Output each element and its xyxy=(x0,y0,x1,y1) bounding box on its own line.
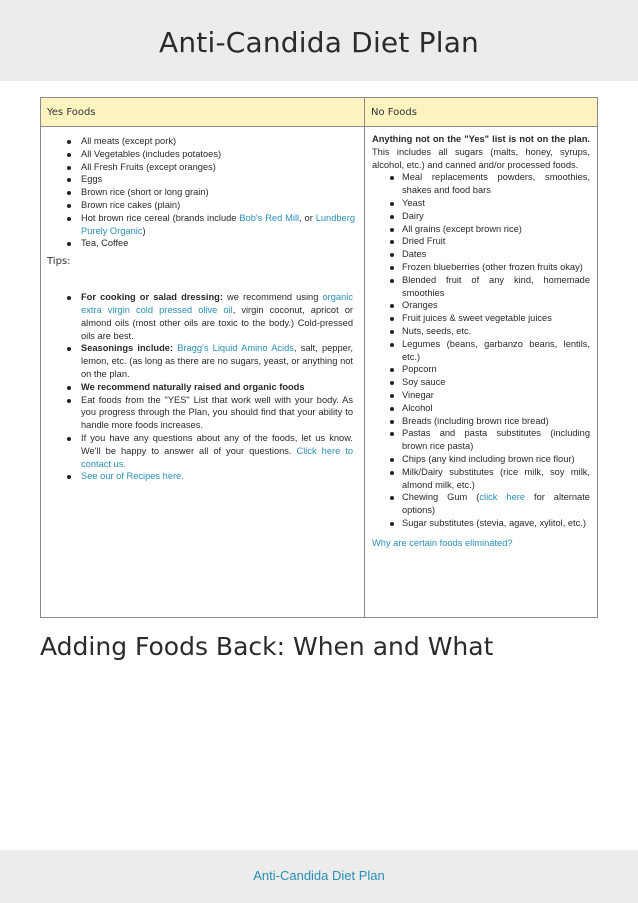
section-heading: Adding Foods Back: When and What xyxy=(40,632,494,661)
tips-label: Tips: xyxy=(47,256,71,268)
tip-text: we recommend using xyxy=(222,292,323,303)
yes-foods-column xyxy=(41,127,365,617)
tip-text: If you have any questions about any of the foods, let us know. We'll be happy to answer all of your questions. xyxy=(81,432,353,456)
list-item: Eggs xyxy=(47,173,358,186)
tip-bold: Seasonings include: xyxy=(81,343,174,354)
tip-item xyxy=(47,381,358,394)
tip-text: , salt, pepper, lemon, etc. (as long as there are no sugars, yeast, or anything not on the plan. xyxy=(81,343,353,379)
list-item: Alcohol xyxy=(372,402,590,415)
no-foods-header: No Foods xyxy=(371,107,417,118)
tip-item: Eat foods from the "YES" List that work well with your body. As you progress through the Plan, you should find that your ability to handle more foods increases. xyxy=(47,394,358,432)
list-item: Nuts, seeds, etc. xyxy=(372,325,590,338)
list-item: All meats (except pork) xyxy=(47,135,358,148)
no-foods-column xyxy=(365,127,597,617)
yes-foods-list xyxy=(47,135,358,250)
no-intro-text: This includes all sugars (malts, honey, syrups, alcohol, etc.) and canned and/or processed foods. xyxy=(372,146,590,170)
list-item: All grains (except brown rice) xyxy=(372,223,590,236)
table-body-row xyxy=(41,127,597,617)
list-item: Frozen blueberries (other frozen fruits okay) xyxy=(372,261,590,274)
olive-oil-link[interactable]: organic extra virgin cold pressed olive oil xyxy=(81,292,353,315)
tip-item xyxy=(47,291,358,342)
tip-text: , virgin coconut, apricot or almond oils (most other oils are toxic to the body.) Cold-pressed oils are best. xyxy=(81,304,353,341)
tip-item xyxy=(47,432,358,470)
list-item: All Fresh Fruits (except oranges) xyxy=(47,161,358,174)
why-eliminated-link[interactable]: Why are certain foods eliminated? xyxy=(372,537,513,548)
footer-title[interactable]: Anti-Candida Diet Plan xyxy=(253,868,385,883)
cereal-text: Hot brown rice cereal (brands include xyxy=(81,212,240,223)
list-item: Soy sauce xyxy=(372,376,590,389)
list-item: Yeast xyxy=(372,197,590,210)
list-item: Pastas and pasta substitutes (including brown rice pasta) xyxy=(372,427,590,453)
list-item: Dairy xyxy=(372,210,590,223)
list-item: Sugar substitutes (stevia, agave, xylitol, etc.) xyxy=(372,517,590,530)
diet-table xyxy=(40,97,598,618)
gum-alternatives-link[interactable]: click here xyxy=(479,492,526,503)
list-item: Oranges xyxy=(372,299,590,312)
tip-item xyxy=(47,342,358,380)
tips-list xyxy=(47,291,358,483)
lundberg-link[interactable]: Lundberg Purely Organic xyxy=(81,212,355,236)
list-item: Milk/Dairy substitutes (rice milk, soy milk, almond milk, etc.) xyxy=(372,466,590,492)
braggs-link[interactable]: Bragg's Liquid Amino Acids xyxy=(177,343,294,354)
list-item: Blended fruit of any kind, homemade smoothies xyxy=(372,274,590,300)
list-item: Brown rice cakes (plain) xyxy=(47,199,358,212)
list-item: Dates xyxy=(372,248,590,261)
gum-rest: for alternate options) xyxy=(402,492,590,516)
bobs-red-mill-link[interactable]: Bob's Red Mill xyxy=(239,212,300,223)
list-item xyxy=(372,491,590,517)
table-header-row xyxy=(41,98,597,127)
list-item: Popcorn xyxy=(372,363,590,376)
list-item: Vinegar xyxy=(372,389,590,402)
list-item: Dried Fruit xyxy=(372,235,590,248)
list-item: Brown rice (short or long grain) xyxy=(47,186,358,199)
contact-link[interactable]: Click here to contact us. xyxy=(81,445,353,469)
no-foods-list xyxy=(372,171,590,529)
gum-text: Chewing Gum ( xyxy=(402,492,480,503)
cereal-sep: , or xyxy=(299,212,316,223)
tip-item xyxy=(47,470,358,483)
tip-bold: For cooking or salad dressing: xyxy=(81,292,223,303)
list-item: All Vegetables (includes potatoes) xyxy=(47,148,358,161)
list-item: Breads (including brown rice bread) xyxy=(372,415,590,428)
list-item: Legumes (beans, garbanzo beans, lentils, etc.) xyxy=(372,338,590,364)
no-intro-bold: Anything not on the "Yes" list is not on the plan. xyxy=(372,134,590,144)
list-item: Meal replacements powders, smoothies, shakes and food bars xyxy=(372,171,590,197)
no-foods-intro xyxy=(372,133,590,171)
tip-bold: We recommend naturally raised and organic foods xyxy=(81,381,305,392)
recipes-link[interactable]: See our of Recipes here. xyxy=(81,471,184,482)
list-item: Fruit juices & sweet vegetable juices xyxy=(372,312,590,325)
cereal-end: ) xyxy=(142,225,146,236)
yes-foods-header: Yes Foods xyxy=(41,98,365,126)
list-item xyxy=(47,212,358,238)
list-item: Tea, Coffee xyxy=(47,237,358,250)
list-item: Chips (any kind including brown rice flour) xyxy=(372,453,590,466)
page-title: Anti-Candida Diet Plan xyxy=(158,26,479,59)
